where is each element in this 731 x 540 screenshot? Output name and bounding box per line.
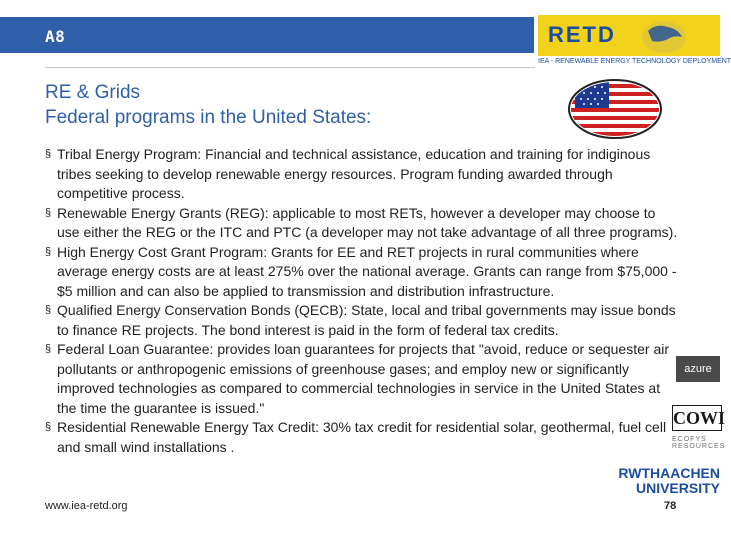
header-blue-band (0, 17, 534, 53)
bullet-text: Residential Renewable Energy Tax Credit: 30% tax credit for residential solar, geothermal, fuel cell and small wind installations . (57, 419, 667, 455)
header-divider (45, 67, 535, 68)
title-line-2: Federal programs in the United States: (45, 107, 372, 128)
page-title (45, 80, 565, 130)
rwth-logo (614, 466, 720, 496)
us-flag-icon (567, 78, 663, 140)
azure-logo: azure (676, 356, 720, 382)
rwth-logo-line-1: RWTHAACHEN (618, 465, 720, 481)
cowi-logo: COWI (672, 405, 722, 431)
bullet-marker: § (45, 148, 52, 160)
bullet-text: Renewable Energy Grants (REG): applicable to most RETs, however a developer may choose to use either the REG or the ITC and PTC (a developer may not take advantage of all three programs). (57, 204, 678, 240)
retd-logo-text: RETD (548, 22, 616, 47)
list-item (45, 340, 680, 418)
bullet-marker: § (45, 245, 52, 258)
list-item (45, 204, 680, 243)
bullet-marker: § (45, 206, 52, 219)
list-item (45, 243, 680, 302)
list-item (45, 301, 680, 340)
rwth-logo-line-2: UNIVERSITY (635, 480, 720, 496)
retd-logo-subtitle: IEA - RENEWABLE ENERGY TECHNOLOGY DEPLOYMENT (538, 56, 720, 68)
bullet-list (45, 145, 680, 457)
title-line-1: RE & Grids (45, 82, 141, 103)
slide-id: A8 (45, 27, 66, 46)
list-item (45, 145, 680, 204)
footer-url-link[interactable]: www.iea-retd.org (45, 500, 128, 512)
bullet-text: High Energy Cost Grant Program: Grants for EE and RET projects in rural communities where average energy costs are at least 275% over the national average. Grants can range from $75,000 - $5 million and can also be applied to transmission and distribution infrastructure. (57, 243, 677, 299)
globe-icon (640, 19, 688, 55)
list-item (45, 418, 680, 457)
bullet-text: Tribal Energy Program: Financial and technical assistance, education and training for indiginous tribes seeking to develop renewable energy resources. Program funding awarded through competitive process. (57, 146, 651, 201)
page-number: 78 (664, 500, 677, 512)
ecofys-logo: ECOFYS RESOURCES (672, 436, 726, 450)
bullet-text: Qualified Energy Conservation Bonds (QECB): State, local and tribal governments may issue bonds to finance RE projects. The bond interest is paid in the form of federal tax credits. (57, 302, 676, 338)
bullet-marker: § (45, 343, 52, 355)
bullet-marker: § (45, 304, 52, 316)
bullet-text: Federal Loan Guarantee: provides loan guarantees for projects that "avoid, reduce or sequester air pollutants or anthropogenic emissions of greenhouse gases; and employ new or significantly improved technologies as compared to commercial technologies in service in the United States at the time the guarantee is issued." (57, 341, 670, 416)
bullet-marker: § (45, 421, 52, 433)
